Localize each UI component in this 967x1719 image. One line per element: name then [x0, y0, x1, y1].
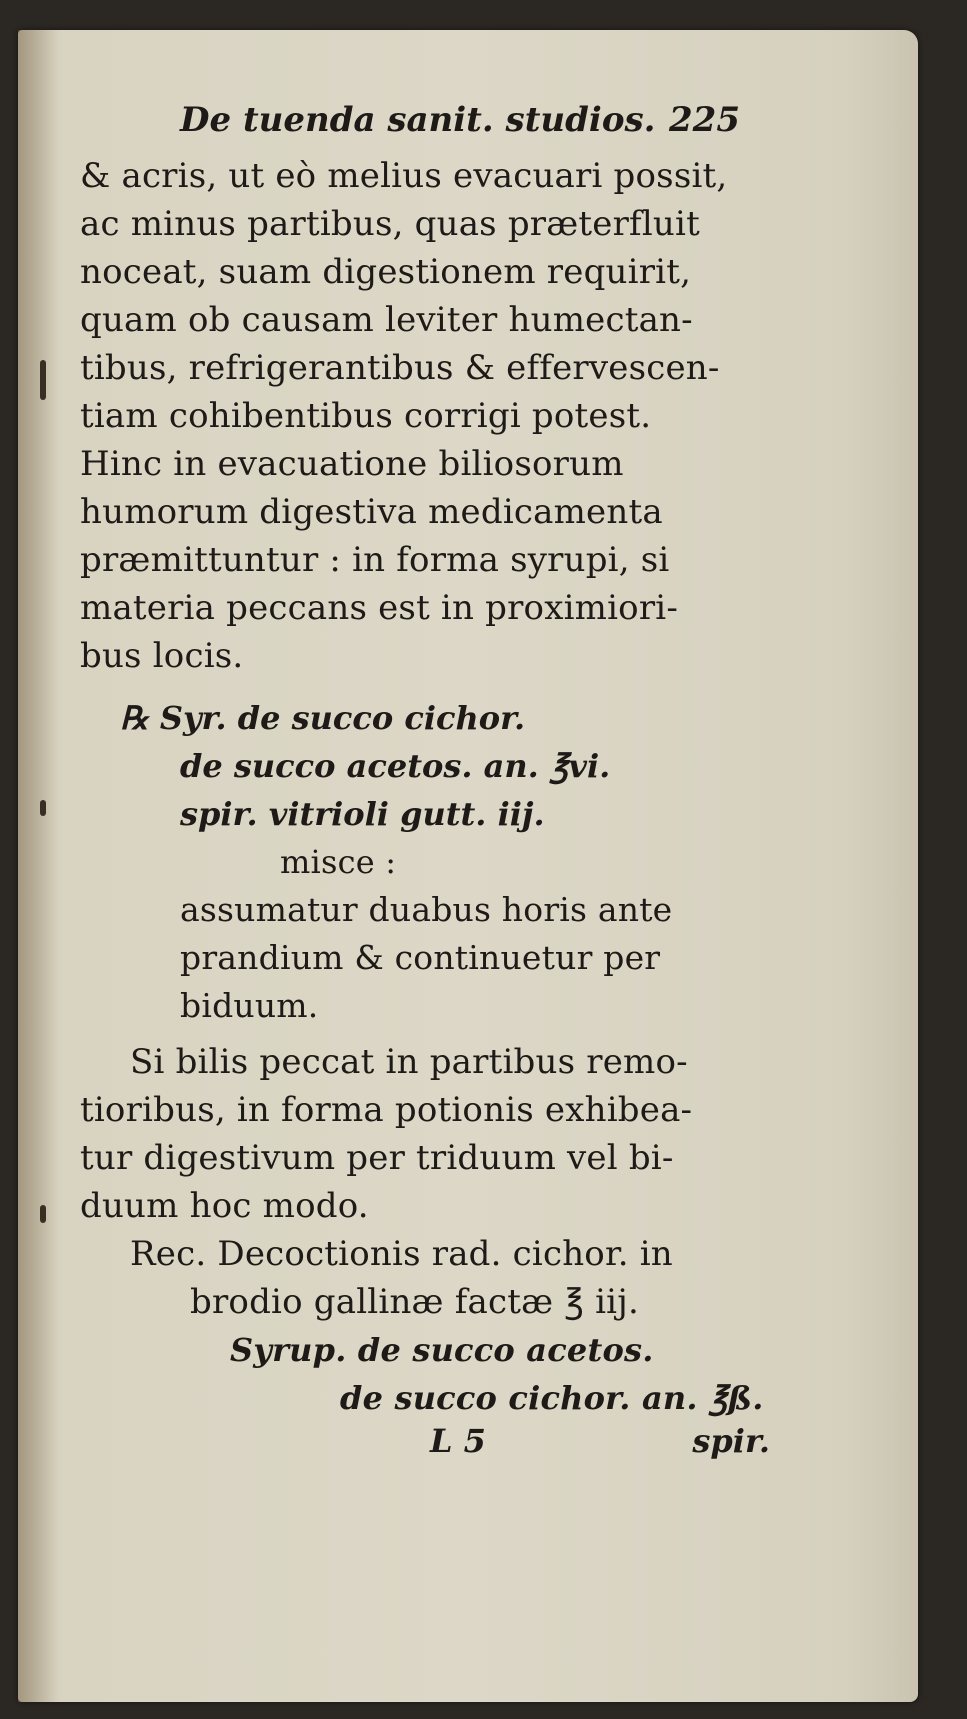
body-line: humorum digestiva medicamenta	[80, 492, 663, 532]
body-line: tioribus, in forma potionis exhibea-	[80, 1090, 693, 1130]
body-line: noceat, suam digestionem requirit,	[80, 252, 692, 292]
body-line: Hinc in evacuatione biliosorum	[80, 444, 624, 484]
recipe-line: biduum.	[180, 986, 319, 1025]
body-line: tiam cohibentibus corrigi potest.	[80, 396, 652, 436]
recipe-line: ℞ Syr. de succo cichor.	[120, 699, 526, 737]
body-line: præmittuntur : in forma syrupi, si	[80, 540, 670, 580]
body-line: materia peccans est in proximiori-	[80, 588, 679, 628]
body-line: duum hoc modo.	[80, 1186, 369, 1226]
body-line: & acris, ut eò melius evacuari possit,	[80, 156, 728, 196]
recipe-line: spir. vitrioli gutt. iij.	[180, 795, 545, 833]
body-line: bus locis.	[80, 636, 244, 676]
recipe-line: assumatur duabus horis ante	[180, 890, 673, 929]
margin-mark	[40, 800, 46, 816]
body-line: Si bilis peccat in partibus remo-	[130, 1042, 688, 1082]
body-line: ac minus partibus, quas præterfluit	[80, 204, 700, 244]
catchword: spir.	[692, 1422, 770, 1460]
body-line: quam ob causam leviter humectan-	[80, 300, 693, 340]
page-number: 225	[669, 100, 740, 140]
signature-mark: L 5	[430, 1422, 486, 1460]
recipe-line: brodio gallinæ factæ ℥ iij.	[190, 1282, 639, 1322]
running-header	[180, 100, 740, 140]
margin-mark	[40, 360, 46, 400]
recipe-line: misce :	[280, 843, 397, 881]
recipe-line: Rec. Decoctionis rad. cichor. in	[130, 1234, 673, 1274]
body-line: tibus, refrigerantibus & effervescen-	[80, 348, 720, 388]
recipe-line: Syrup. de succo acetos.	[230, 1331, 654, 1369]
page-gutter-shadow	[18, 30, 58, 1702]
body-line: tur digestivum per triduum vel bi-	[80, 1138, 674, 1178]
recipe-line: de succo cichor. an. ℥ß.	[340, 1379, 764, 1417]
margin-mark	[40, 1205, 46, 1223]
page-text	[80, 100, 770, 1472]
recipe-line: de succo acetos. an. ℥vi.	[180, 747, 611, 785]
recipe-line: prandium & continuetur per	[180, 938, 661, 977]
page-footer	[80, 1422, 770, 1472]
running-title: De tuenda sanit. studios.	[180, 100, 656, 140]
book-page	[18, 30, 918, 1702]
